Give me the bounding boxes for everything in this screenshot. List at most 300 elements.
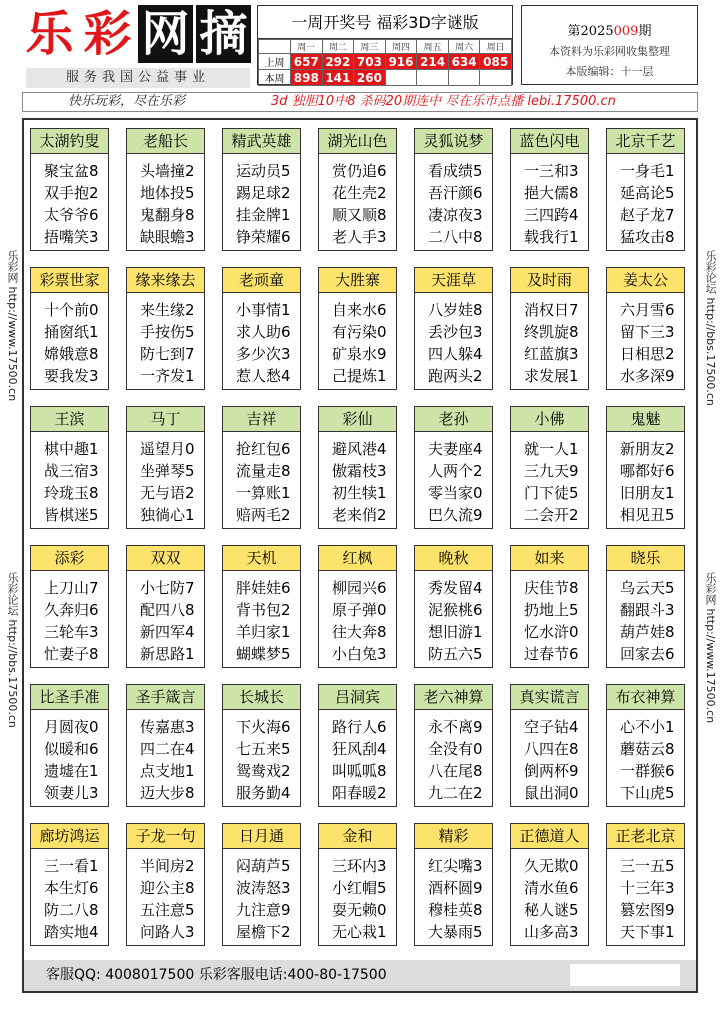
riddle-box — [510, 267, 589, 390]
riddle-line: 庆佳节8 — [524, 579, 579, 597]
riddle-line: 路行人6 — [332, 718, 387, 736]
riddle-line: 五注意5 — [140, 901, 195, 919]
riddle-line: 顺又顺8 — [332, 206, 387, 224]
riddle-lines — [31, 432, 108, 526]
riddle-line: 九二在2 — [428, 784, 483, 802]
riddle-line: 防七到7 — [140, 345, 195, 363]
riddle-line: 手按伤5 — [140, 323, 195, 341]
riddle-author: 晚秋 — [415, 546, 492, 571]
draw-number-empty — [417, 70, 449, 86]
riddle-lines — [127, 293, 204, 387]
riddle-line: 天下事1 — [620, 923, 675, 941]
draw-number: 214 — [417, 54, 449, 70]
riddle-line: 忙妻子8 — [44, 645, 99, 663]
riddle-line: 双手抱2 — [44, 184, 99, 202]
source-note: 本资料为乐彩网收集整理 — [549, 45, 670, 58]
riddle-lines — [127, 432, 204, 526]
riddle-box — [606, 684, 685, 807]
riddle-line: 鼠出洞0 — [524, 784, 579, 802]
riddle-line: 秀发留4 — [428, 579, 483, 597]
riddle-line: 胖娃娃6 — [236, 579, 291, 597]
riddle-line: 捅窗纸1 — [44, 323, 99, 341]
riddle-line: 相见丑5 — [620, 506, 675, 524]
riddle-line: 泥猴桃6 — [428, 601, 483, 619]
riddle-author: 灵狐说梦 — [415, 129, 492, 154]
riddle-author: 吉祥 — [223, 407, 300, 432]
riddle-line: 本生灯6 — [44, 879, 99, 897]
riddle-line: 三九天9 — [524, 462, 579, 480]
riddle-line: 丢沙包3 — [428, 323, 483, 341]
draw-number: 898 — [291, 70, 323, 86]
riddle-box — [318, 684, 397, 807]
riddle-lines — [511, 293, 588, 387]
riddle-box — [606, 406, 685, 529]
riddle-box — [318, 545, 397, 668]
riddle-line: 铮荣耀6 — [236, 228, 291, 246]
footer — [24, 960, 696, 991]
riddle-box — [510, 684, 589, 807]
riddle-line: 初生犊1 — [332, 484, 387, 502]
riddle-line: 来生缘2 — [140, 301, 195, 319]
riddle-line: 迈大步8 — [140, 784, 195, 802]
riddle-box — [414, 267, 493, 390]
draw-number: 657 — [291, 54, 323, 70]
riddle-line: 闷葫芦5 — [236, 857, 291, 875]
day-header: 周六 — [448, 40, 480, 54]
riddle-line: 皆棋迷5 — [44, 506, 99, 524]
riddle-line: 空子钻4 — [524, 718, 579, 736]
riddle-lines — [127, 849, 204, 943]
draw-number: 703 — [354, 54, 386, 70]
riddle-lines — [511, 432, 588, 526]
riddle-line: 头墙撞2 — [140, 162, 195, 180]
riddle-line: 一身毛1 — [620, 162, 675, 180]
ribbon-banner — [22, 92, 698, 112]
riddle-lines — [607, 293, 684, 387]
riddle-line: 哪都好6 — [620, 462, 675, 480]
riddle-lines — [223, 154, 300, 248]
riddle-box — [606, 545, 685, 668]
riddle-line: 小白兔3 — [332, 645, 387, 663]
riddle-line: 跑两头2 — [428, 367, 483, 385]
riddle-line: 上刀山7 — [44, 579, 99, 597]
riddle-author: 圣手箴言 — [127, 685, 204, 710]
riddle-line: 红尖嘴3 — [428, 857, 483, 875]
riddle-line: 要我发3 — [44, 367, 99, 385]
riddle-line: 忆水浒0 — [524, 623, 579, 641]
issue-prefix: 第2025 — [567, 24, 614, 39]
riddle-line: 人两个2 — [428, 462, 483, 480]
riddle-author: 正德道人 — [511, 824, 588, 849]
riddle-box — [318, 267, 397, 390]
riddle-line: 一齐发1 — [140, 367, 195, 385]
riddle-author: 廊坊鸿运 — [31, 824, 108, 849]
riddle-line: 载我行1 — [524, 228, 579, 246]
riddle-box — [30, 684, 109, 807]
riddle-line: 永不离9 — [428, 718, 483, 736]
riddle-author: 北京千艺 — [607, 129, 684, 154]
riddle-box — [126, 267, 205, 390]
riddle-line: 新思路1 — [140, 645, 195, 663]
riddle-line: 挹大儒8 — [524, 184, 579, 202]
riddle-line: 狂风刮4 — [332, 740, 387, 758]
riddle-line: 点支地1 — [140, 762, 195, 780]
riddle-line: 翻跟斗3 — [620, 601, 675, 619]
issue-panel — [521, 5, 698, 85]
logo-char: 乐 — [25, 6, 74, 62]
riddle-line: 捂嘴笑3 — [44, 228, 99, 246]
riddle-line: 凄凉夜3 — [428, 206, 483, 224]
riddle-line: 配四八8 — [140, 601, 195, 619]
riddle-author: 日月通 — [223, 824, 300, 849]
riddle-lines — [127, 571, 204, 665]
riddle-box — [222, 684, 301, 807]
riddle-line: 流量走8 — [236, 462, 291, 480]
riddle-line: 三一五5 — [620, 857, 675, 875]
riddle-author: 湖光山色 — [319, 129, 396, 154]
riddle-line: 原子弹0 — [332, 601, 387, 619]
riddle-lines — [31, 710, 108, 804]
riddle-line: 三轮车3 — [44, 623, 99, 641]
riddle-author: 精彩 — [415, 824, 492, 849]
riddle-line: 玲珑玉8 — [44, 484, 99, 502]
riddle-lines — [127, 154, 204, 248]
riddle-line: 下火海6 — [236, 718, 291, 736]
riddle-lines — [31, 293, 108, 387]
riddle-line: 赏仍追6 — [332, 162, 387, 180]
riddle-line: 惹人愁4 — [236, 367, 291, 385]
riddle-line: 久无欺0 — [524, 857, 579, 875]
riddle-line: 十个前0 — [44, 301, 99, 319]
riddle-line: 新四军4 — [140, 623, 195, 641]
riddle-author: 老船长 — [127, 129, 204, 154]
riddle-author: 天涯草 — [415, 268, 492, 293]
riddle-line: 山多高3 — [524, 923, 579, 941]
draw-number: 916 — [385, 54, 417, 70]
riddle-line: 七五来5 — [236, 740, 291, 758]
riddle-line: 小红帽5 — [332, 879, 387, 897]
riddle-box — [414, 128, 493, 251]
riddle-line: 红蓝旗3 — [524, 345, 579, 363]
riddle-lines — [511, 571, 588, 665]
riddle-grid — [22, 118, 698, 993]
draw-results-panel — [257, 5, 513, 85]
riddle-line: 服务勤4 — [236, 784, 291, 802]
riddle-line: 心不小1 — [620, 718, 675, 736]
riddle-author: 正老北京 — [607, 824, 684, 849]
riddle-lines — [511, 849, 588, 943]
riddle-line: 三环内3 — [332, 857, 387, 875]
riddle-box — [30, 823, 109, 946]
riddle-lines — [31, 849, 108, 943]
riddle-author: 如来 — [511, 546, 588, 571]
riddle-line: 往大奔8 — [332, 623, 387, 641]
riddle-line: 八四在8 — [524, 740, 579, 758]
riddle-line: 四二在4 — [140, 740, 195, 758]
riddle-lines — [607, 849, 684, 943]
riddle-author: 比圣手准 — [31, 685, 108, 710]
riddle-line: 阳春暖2 — [332, 784, 387, 802]
riddle-author: 小佛 — [511, 407, 588, 432]
riddle-author: 鬼魅 — [607, 407, 684, 432]
riddle-line: 求发展1 — [524, 367, 579, 385]
riddle-author: 老顽童 — [223, 268, 300, 293]
riddle-line: 吾汗颜6 — [428, 184, 483, 202]
riddle-line: 背书包2 — [236, 601, 291, 619]
riddle-line: 赵子龙7 — [620, 206, 675, 224]
draw-number: 085 — [480, 54, 512, 70]
riddle-line: 穆桂英8 — [428, 901, 483, 919]
riddle-line: 踏实地4 — [44, 923, 99, 941]
draw-number: 634 — [448, 54, 480, 70]
riddle-line: 大暴雨5 — [428, 923, 483, 941]
riddle-line: 自来水6 — [332, 301, 387, 319]
riddle-lines — [319, 154, 396, 248]
riddle-line: 六月雪6 — [620, 301, 675, 319]
riddle-line: 延高论5 — [620, 184, 675, 202]
riddle-lines — [223, 710, 300, 804]
riddle-line: 抢红包6 — [236, 440, 291, 458]
logo-char: 网 — [138, 5, 193, 63]
riddle-line: 二八中8 — [428, 228, 483, 246]
riddle-line: 鸳鸯戏2 — [236, 762, 291, 780]
footer-contact: 客服QQ: 4008017500 乐彩客服电话:400-80-17500 — [46, 967, 387, 983]
riddle-line: 零当家0 — [428, 484, 483, 502]
ribbon-slogan: 快乐玩彩，尽在乐彩 — [68, 94, 186, 109]
riddle-line: 看成绩5 — [428, 162, 483, 180]
riddle-line: 缺眼蟾3 — [140, 228, 195, 246]
ribbon-promo[interactable]: 3d 独胆10中8 杀码20期连中 尽在乐市点播 lebi.17500.cn — [271, 94, 616, 109]
riddle-box — [510, 823, 589, 946]
riddle-box — [414, 406, 493, 529]
riddle-line: 无心栽1 — [332, 923, 387, 941]
riddle-line: 迎公主8 — [140, 879, 195, 897]
riddle-lines — [319, 849, 396, 943]
riddle-line: 八在尾8 — [428, 762, 483, 780]
riddle-line: 葫芦娃8 — [620, 623, 675, 641]
riddle-line: 半间房2 — [140, 857, 195, 875]
riddle-box — [126, 128, 205, 251]
riddle-line: 二会开2 — [524, 506, 579, 524]
riddle-line: 旧朋友1 — [620, 484, 675, 502]
riddle-box — [414, 684, 493, 807]
issue-number — [522, 20, 697, 39]
riddle-line: 挂金牌1 — [236, 206, 291, 224]
riddle-box — [30, 545, 109, 668]
riddle-line: 柳园兴6 — [332, 579, 387, 597]
riddle-lines — [415, 710, 492, 804]
riddle-line: 秘人谜5 — [524, 901, 579, 919]
day-header: 周一 — [291, 40, 323, 54]
riddle-line: 波涛怒3 — [236, 879, 291, 897]
riddle-author: 天机 — [223, 546, 300, 571]
riddle-author: 真实谎言 — [511, 685, 588, 710]
riddle-lines — [607, 432, 684, 526]
riddle-line: 多少次3 — [236, 345, 291, 363]
riddle-lines — [415, 154, 492, 248]
riddle-author: 及时雨 — [511, 268, 588, 293]
logo-char: 彩 — [83, 6, 132, 62]
riddle-author: 老六神算 — [415, 685, 492, 710]
riddle-line: 一算账1 — [236, 484, 291, 502]
riddle-line: 终凯旋8 — [524, 323, 579, 341]
riddle-box — [222, 267, 301, 390]
riddle-author: 晓乐 — [607, 546, 684, 571]
riddle-box — [318, 128, 397, 251]
riddle-line: 八岁娃8 — [428, 301, 483, 319]
riddle-line: 篡宏图9 — [620, 901, 675, 919]
riddle-lines — [223, 849, 300, 943]
riddle-lines — [415, 849, 492, 943]
riddle-lines — [607, 154, 684, 248]
riddle-line: 新朋友2 — [620, 440, 675, 458]
riddle-author: 老孙 — [415, 407, 492, 432]
riddle-line: 回家去6 — [620, 645, 675, 663]
riddle-line: 叫呱呱8 — [332, 762, 387, 780]
day-header: 周三 — [354, 40, 386, 54]
riddle-box — [222, 406, 301, 529]
riddle-line: 花生壳2 — [332, 184, 387, 202]
riddle-author: 金和 — [319, 824, 396, 849]
riddle-line: 久奔归6 — [44, 601, 99, 619]
riddle-author: 长城长 — [223, 685, 300, 710]
riddle-box — [126, 684, 205, 807]
riddle-box — [510, 128, 589, 251]
riddle-line: 问路人3 — [140, 923, 195, 941]
riddle-box — [606, 128, 685, 251]
riddle-lines — [319, 432, 396, 526]
riddle-author: 布衣神算 — [607, 685, 684, 710]
riddle-line: 下山虎5 — [620, 784, 675, 802]
riddle-line: 傲霜枝3 — [332, 462, 387, 480]
riddle-lines — [511, 710, 588, 804]
riddle-lines — [511, 154, 588, 248]
riddle-line: 蘑菇云8 — [620, 740, 675, 758]
footer-blank-box — [570, 964, 680, 986]
row-label-last-week: 上周 — [259, 54, 291, 70]
riddle-box — [126, 406, 205, 529]
riddle-line: 独徜心1 — [140, 506, 195, 524]
editor-note: 本版编辑：十一层 — [565, 65, 654, 78]
riddle-author: 缘来缘去 — [127, 268, 204, 293]
draw-results-table — [258, 39, 512, 86]
riddle-box — [126, 823, 205, 946]
riddle-box — [606, 267, 685, 390]
riddle-author: 太湖钓叟 — [31, 129, 108, 154]
riddle-line: 就一人1 — [524, 440, 579, 458]
riddle-lines — [127, 710, 204, 804]
riddle-box — [318, 823, 397, 946]
riddle-author: 蓝色闪电 — [511, 129, 588, 154]
riddle-line: 踢足球2 — [236, 184, 291, 202]
riddle-line: 屋檐下2 — [236, 923, 291, 941]
riddle-line: 聚宝盆8 — [44, 162, 99, 180]
riddle-line: 四人躲4 — [428, 345, 483, 363]
riddle-line: 小七防7 — [140, 579, 195, 597]
riddle-line: 三一看1 — [44, 857, 99, 875]
riddle-line: 似暖和6 — [44, 740, 99, 758]
riddle-author: 王滨 — [31, 407, 108, 432]
slogan: 服务我国公益事业 — [26, 68, 250, 88]
issue-num: 009 — [613, 24, 639, 39]
riddle-line: 赔两毛2 — [236, 506, 291, 524]
riddle-line: 矿泉水9 — [332, 345, 387, 363]
riddle-line: 消权日7 — [524, 301, 579, 319]
riddle-line: 老来俏2 — [332, 506, 387, 524]
draw-number: 141 — [322, 70, 354, 86]
riddle-line: 巴久流9 — [428, 506, 483, 524]
riddle-line: 过春节6 — [524, 645, 579, 663]
riddle-line: 己提炼1 — [332, 367, 387, 385]
riddle-line: 日相思2 — [620, 345, 675, 363]
riddle-line: 太爷爷6 — [44, 206, 99, 224]
riddle-line: 扔地上5 — [524, 601, 579, 619]
riddle-line: 领妻儿3 — [44, 784, 99, 802]
riddle-lines — [319, 710, 396, 804]
riddle-author: 双双 — [127, 546, 204, 571]
riddle-box — [222, 128, 301, 251]
riddle-author: 彩票世家 — [31, 268, 108, 293]
riddle-line: 三四跨4 — [524, 206, 579, 224]
riddle-line: 月圆夜0 — [44, 718, 99, 736]
riddle-line: 遗墟在1 — [44, 762, 99, 780]
riddle-line: 十三年3 — [620, 879, 675, 897]
riddle-box — [318, 406, 397, 529]
side-text-right-bottom: 乐彩网 http://www.17500.cn — [704, 572, 717, 724]
riddle-line: 遥望月0 — [140, 440, 195, 458]
riddle-line: 防二八8 — [44, 901, 99, 919]
issue-suffix: 期 — [638, 24, 652, 39]
riddle-line: 倒两杯9 — [524, 762, 579, 780]
riddle-lines — [31, 154, 108, 248]
riddle-line: 坐弹琴5 — [140, 462, 195, 480]
riddle-line: 棋中趣1 — [44, 440, 99, 458]
draw-number-empty — [385, 70, 417, 86]
riddle-author: 吕洞宾 — [319, 685, 396, 710]
riddle-line: 战三宿3 — [44, 462, 99, 480]
riddle-line: 夫妻座4 — [428, 440, 483, 458]
riddle-line: 避风港4 — [332, 440, 387, 458]
riddle-author: 姜太公 — [607, 268, 684, 293]
riddle-lines — [415, 293, 492, 387]
riddle-line: 想旧游1 — [428, 623, 483, 641]
draw-results-title: 一周开奖号 福彩3D字谜版 — [258, 6, 512, 39]
riddle-line: 耍无赖0 — [332, 901, 387, 919]
riddle-line: 无与语2 — [140, 484, 195, 502]
riddle-line: 老人手3 — [332, 228, 387, 246]
riddle-line: 一群猴6 — [620, 762, 675, 780]
riddle-author: 精武英雄 — [223, 129, 300, 154]
riddle-line: 乌云天5 — [620, 579, 675, 597]
riddle-author: 大胜寨 — [319, 268, 396, 293]
riddle-line: 传嘉惠3 — [140, 718, 195, 736]
logo — [22, 5, 252, 65]
riddle-lines — [415, 432, 492, 526]
riddle-line: 鬼翻身8 — [140, 206, 195, 224]
riddle-box — [414, 823, 493, 946]
side-text-left-bottom: 乐彩论坛 http://bbs.17500.cn — [6, 572, 19, 728]
draw-number-empty — [448, 70, 480, 86]
riddle-line: 一三和3 — [524, 162, 579, 180]
riddle-lines — [223, 571, 300, 665]
riddle-line: 全没有0 — [428, 740, 483, 758]
riddle-lines — [607, 571, 684, 665]
riddle-line: 防五六5 — [428, 645, 483, 663]
riddle-line: 小事情1 — [236, 301, 291, 319]
table-corner — [259, 40, 291, 54]
day-header: 周五 — [417, 40, 449, 54]
riddle-author: 红枫 — [319, 546, 396, 571]
